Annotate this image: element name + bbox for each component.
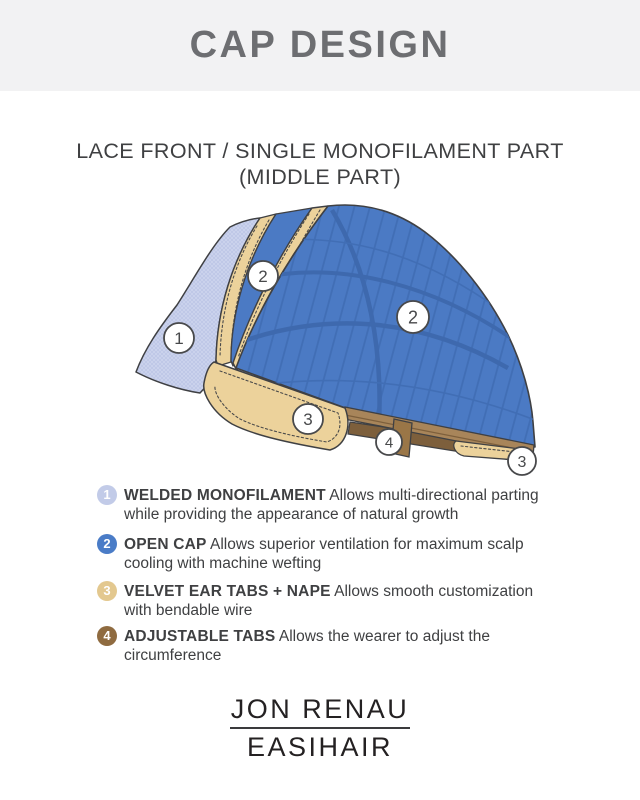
legend-term-2: OPEN CAP — [124, 536, 207, 553]
brand-name-easihair: EASIHAIR — [246, 732, 394, 762]
legend-item-open-cap — [97, 535, 563, 573]
legend-item-velvet-ear-tabs — [97, 582, 563, 620]
brand-divider — [230, 727, 410, 729]
cap-subtitle — [0, 138, 640, 190]
legend-bullet-4: 4 — [97, 626, 117, 646]
legend-term-3: VELVET EAR TABS + NAPE — [124, 583, 331, 600]
legend-bullet-2: 2 — [97, 534, 117, 554]
legend-term-4: ADJUSTABLE TABS — [124, 628, 276, 645]
diagram-marker-label: 2 — [258, 267, 268, 287]
legend-term-1: WELDED MONOFILAMENT — [124, 487, 326, 504]
diagram-marker-label: 3 — [303, 410, 313, 430]
page-title: CAP DESIGN — [189, 24, 451, 66]
legend-bullet-1: 1 — [97, 485, 117, 505]
subtitle-line-2: (MIDDLE PART) — [238, 165, 402, 189]
legend-item-adjustable-tabs — [97, 627, 563, 665]
diagram-marker-label: 4 — [384, 434, 394, 452]
legend-bullet-3: 3 — [97, 581, 117, 601]
diagram-marker-label: 1 — [174, 329, 184, 349]
brand-name-jon-renau: JON RENAU — [230, 694, 410, 724]
diagram-marker-label: 2 — [407, 307, 419, 328]
brand-logo — [0, 694, 640, 762]
subtitle-line-1: LACE FRONT / SINGLE MONOFILAMENT PART — [76, 139, 564, 163]
legend — [97, 486, 563, 665]
diagram-marker-label: 3 — [517, 453, 527, 471]
legend-desc-1: Allows multi-directional parting while providing the appearance of natural growth — [124, 487, 539, 523]
header-band — [0, 0, 640, 91]
legend-desc-4: Allows the wearer to adjust the circumference — [124, 628, 490, 664]
cap-diagram — [100, 200, 540, 480]
legend-desc-3: Allows smooth customization with bendable wire — [124, 583, 534, 619]
legend-item-welded-monofilament — [97, 486, 563, 524]
legend-desc-2: Allows superior ventilation for maximum scalp cooling with machine wefting — [124, 536, 524, 572]
